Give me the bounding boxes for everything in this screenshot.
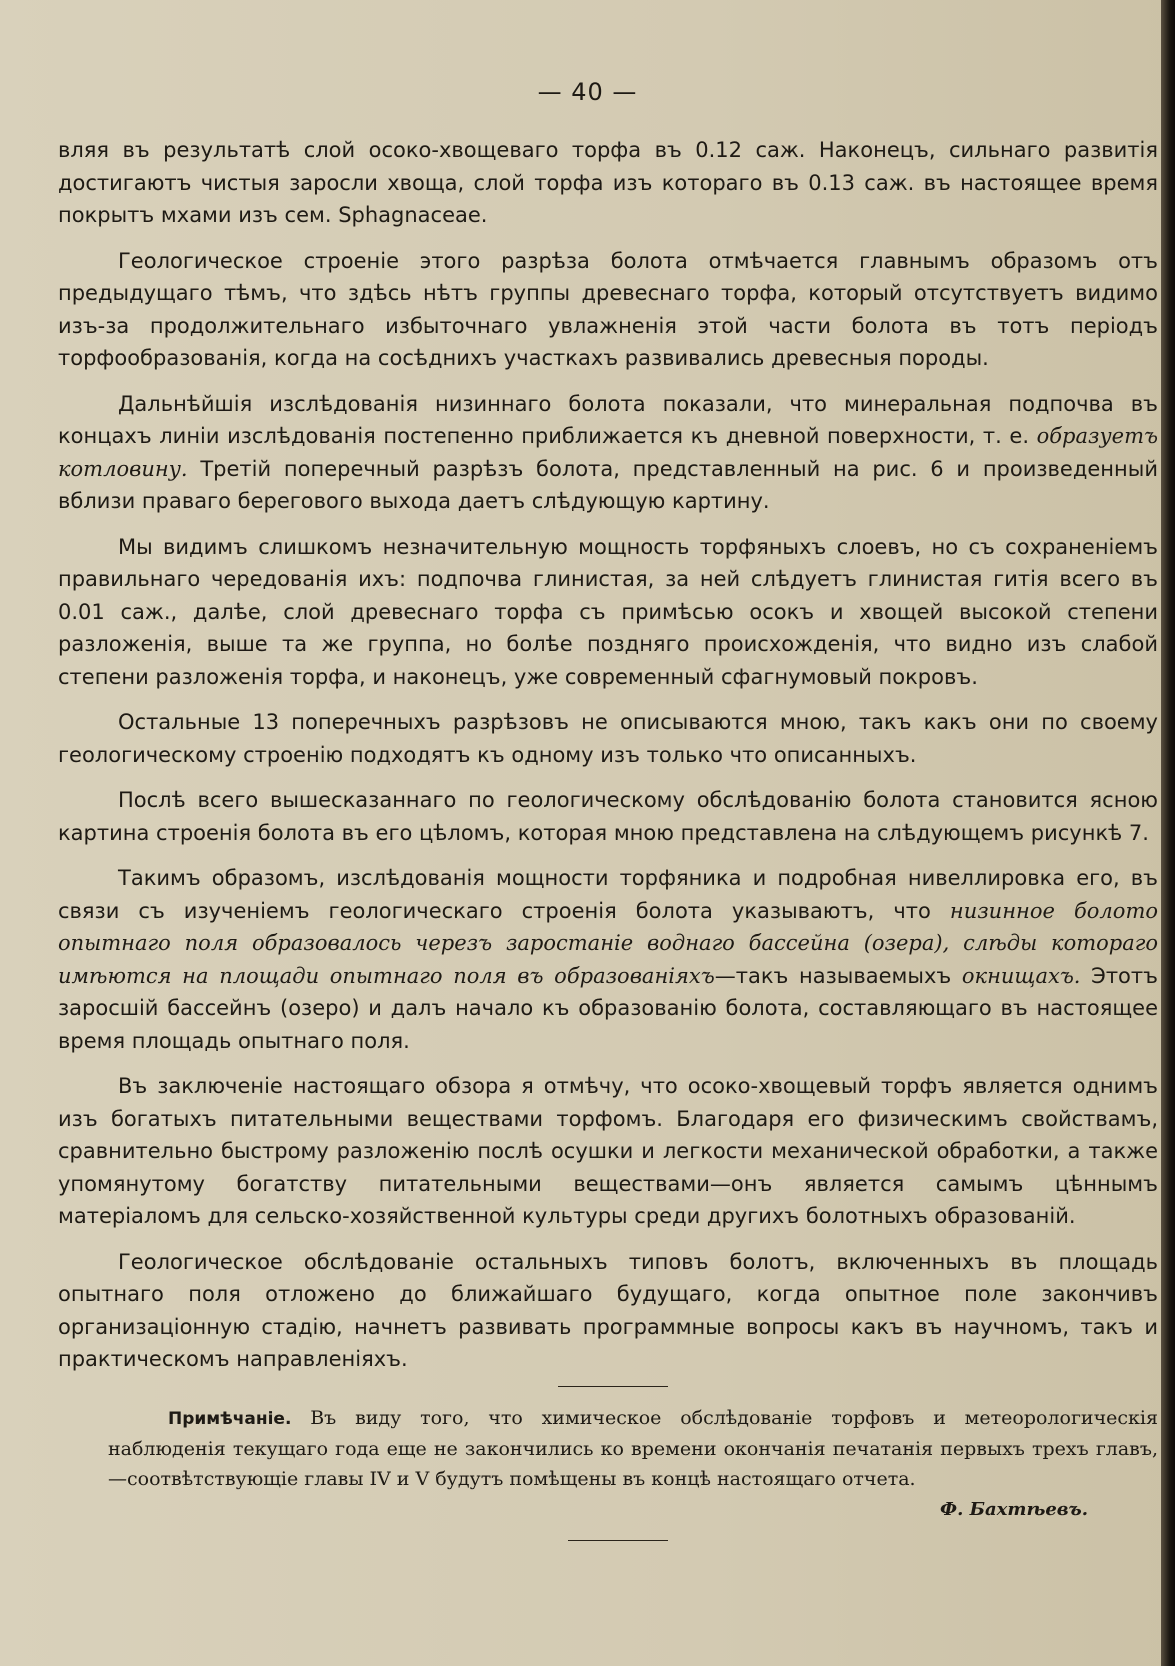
paragraph-7-text-c: Этотъ заросшій бассейнъ (озеро) и далъ начало къ образованію болота, составляющаго въ настоящее время площадь опытнаго поля.: [58, 963, 1158, 1053]
page-number: — 40 —: [537, 78, 638, 106]
paragraph-3-text-b: Третій поперечный разрѣзъ болота, представленный на рис. 6 и произведенный вблизи праваго берегового выхода даетъ слѣдующую картину.: [58, 456, 1158, 513]
bottom-separator-line: [568, 1540, 668, 1541]
paragraph-4: Мы видимъ слишкомъ незначительную мощность торфяныхъ слоевъ, но съ сохраненіемъ правильнаго чередованія ихъ: подпочва глинистая, за ней слѣдуетъ глинистая гитія всего въ 0.01 саж., далѣе, слой древеснаго торфа съ примѣсью осокъ и хвощей высокой степени разложенія, выше та же группа, но болѣе поздняго происхожденія, что видно изъ слабой степени разложенія торфа, и наконецъ, уже современный сфагнумовый покровъ.: [58, 534, 1158, 689]
separator-line: [558, 1386, 668, 1387]
paragraph-7-text-a: Такимъ образомъ, изслѣдованія мощности торфяника и подробная нивеллировка его, въ связи съ изученіемъ геологическаго строенія болота указываютъ, что: [58, 866, 1158, 923]
paragraph-3-italic: образуетъ котловину.: [58, 424, 1158, 481]
footnote: [58, 1403, 1158, 1494]
signature: Ф. Бахтѣевъ.: [940, 1498, 1088, 1520]
paragraph-1: вляя въ результатѣ слой осоко-хвощеваго торфа въ 0.12 саж. Наконецъ, сильнаго развитія достигаютъ чистыя заросли хвоща, слой торфа изъ котораго въ 0.13 саж. въ настоящее время покрытъ мхами изъ сем. Sphagnaceae.: [58, 138, 1158, 227]
paragraph-9: Геологическое обслѣдованіе остальныхъ типовъ болотъ, включенныхъ въ площадь опытнаго поля отложено до ближайшаго будущаго, когда опытное поле закончивъ организаціонную стадію, начнетъ развивать программные вопросы какъ въ научномъ, такъ и практическомъ направленіяхъ.: [58, 1249, 1158, 1371]
paragraph-7-italic-1: низинное болото опытнаго поля образовалось черезъ заростаніе воднаго бассейна (озера), слѣды котораго имѣются на площади опытнаго поля въ образованіяхъ: [58, 898, 1159, 988]
paragraph-3: [58, 388, 1158, 518]
paragraph-7-italic-2: окнищахъ.: [961, 963, 1081, 988]
document-body: [58, 134, 1158, 1541]
paragraph-5: Остальные 13 поперечныхъ разрѣзовъ не описываются мною, такъ какъ они по своему геологическому строенію подходятъ къ одному изъ только что описанныхъ.: [58, 710, 1158, 767]
paragraph-7: [58, 862, 1158, 1057]
footnote-text: Въ виду того, что химическое обслѣдованіе торфовъ и метеорологическія наблюденія текущаго года еще не закончились ко времени окончанія печатанія первыхъ трехъ главъ,—соотвѣтствующіе главы IV и V будутъ помѣщены въ концѣ настоящаго отчета.: [108, 1406, 1158, 1490]
paragraph-8: Въ заключеніе настоящаго обзора я отмѣчу, что осоко-хвощевый торфъ является однимъ изъ богатыхъ питательными веществами торфомъ. Благодаря его физическимъ свойствамъ, сравнительно быстрому разложенію послѣ осушки и легкости механической обработки, а также упомянутому богатству питательными веществами—онъ является самымъ цѣннымъ матеріаломъ для сельско-хозяйственной культуры среди другихъ болотныхъ образованій.: [58, 1074, 1158, 1228]
footnote-label: Примѣчаніе.: [168, 1408, 292, 1429]
paragraph-3-text-a: Дальнѣйшія изслѣдованія низиннаго болота показали, что минеральная подпочва въ концахъ линіи изслѣдованія постепенно приближается къ дневной поверхности, т. е.: [58, 391, 1158, 448]
book-spine-shadow: [1161, 0, 1175, 1666]
paragraph-6: Послѣ всего вышесказаннаго по геологическому обслѣдованію болота становится ясною картина строенія болота въ его цѣломъ, которая мною представлена на слѣдующемъ рисункѣ 7.: [58, 788, 1158, 845]
paragraph-7-text-b: —такъ называемыхъ: [714, 963, 952, 988]
paragraph-2: Геологическое строеніе этого разрѣза болота отмѣчается главнымъ образомъ отъ предыдущаго тѣмъ, что здѣсь нѣтъ группы древеснаго торфа, который отсутствуетъ видимо изъ-за продолжительнаго избыточнаго увлажненія этой части болота въ тотъ періодъ торфообразованія, когда на сосѣднихъ участкахъ развивались древесныя породы.: [58, 248, 1158, 370]
